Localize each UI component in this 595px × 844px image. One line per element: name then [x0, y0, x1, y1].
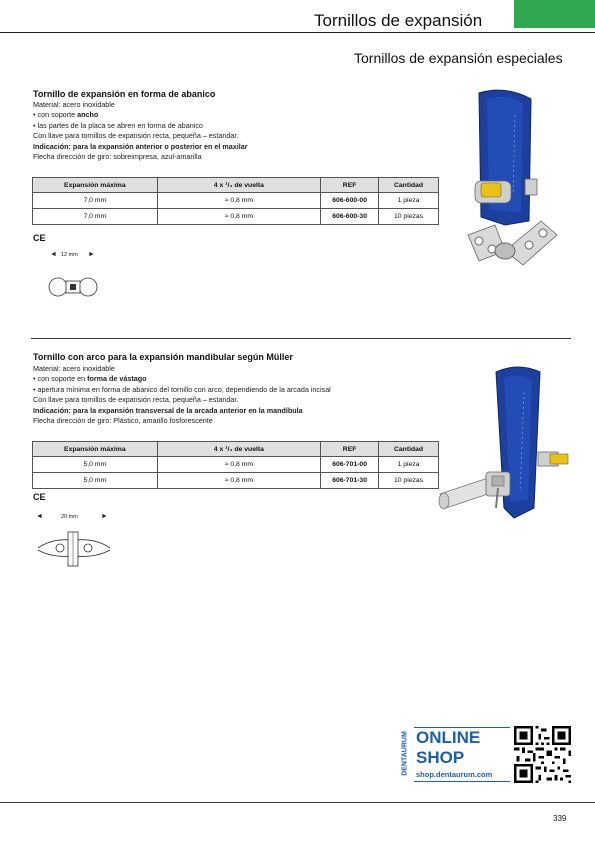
- footer-rule: [0, 802, 595, 803]
- cell-quantity: 1 pieza: [379, 457, 439, 473]
- section1-screw-drawing: [48, 276, 98, 298]
- cell-quantity: 1 pieza: [379, 193, 439, 209]
- section1-product-image: [465, 85, 560, 270]
- cell-turns: ≈ 0,8 mm: [157, 209, 320, 225]
- desc-line: • con soporte ancho: [33, 110, 99, 120]
- desc-line: • las partes de la placa se abren en forma de abanico: [33, 120, 203, 130]
- cell-expansion: 7,0 mm: [33, 193, 158, 209]
- desc-line: Indicación: para la expansión anterior o posterior en el maxilar: [33, 141, 248, 151]
- cell-turns: ≈ 0,8 mm: [157, 473, 320, 489]
- dimension-arrow-left-icon: ◄: [50, 251, 57, 258]
- qr-code-icon[interactable]: [514, 726, 571, 783]
- section2-title: Tornillo con arco para la expansión mandibular según Müller: [33, 352, 293, 362]
- table-header-row: [33, 178, 439, 193]
- section1-title: Tornillo de expansión en forma de abanico: [33, 89, 216, 99]
- table-row: [33, 473, 439, 489]
- cell-quantity: 10 piezas: [379, 473, 439, 489]
- section1-spec-table: [32, 177, 439, 225]
- desc-line: Flecha dirección de giro: sobreimpresa, azul-amarilla: [33, 152, 202, 162]
- table-header-row: [33, 442, 439, 457]
- col-header-expansion: Expansión máxima: [33, 178, 158, 193]
- cell-turns: ≈ 0,8 mm: [157, 457, 320, 473]
- col-header-expansion: Expansión máxima: [33, 442, 158, 457]
- section1-dimension-label: 12 mm: [61, 252, 78, 258]
- section-divider: [31, 338, 571, 339]
- dimension-arrow-left-icon: ◄: [36, 513, 43, 520]
- table-row: [33, 193, 439, 209]
- desc-line: Flecha dirección de giro: Plástico, amarillo fosforescente: [33, 416, 213, 426]
- cell-ref: 606-600-30: [321, 209, 379, 225]
- col-header-quantity: Cantidad: [379, 442, 439, 457]
- cell-expansion: 5,0 mm: [33, 457, 158, 473]
- online-shop-line2[interactable]: SHOP: [416, 748, 465, 767]
- page-number: 339: [553, 814, 567, 823]
- section2-spec-table: [32, 441, 439, 489]
- header-rule: [0, 32, 595, 33]
- desc-line: Material: acero inoxidable: [33, 100, 115, 109]
- cell-ref: 606-600-00: [321, 193, 379, 209]
- page-header-title: Tornillos de expansión: [314, 11, 483, 30]
- desc-line: Material: acero inoxidable: [33, 364, 115, 373]
- cell-turns: ≈ 0,8 mm: [157, 193, 320, 209]
- desc-line: • con soporte en forma de vástago: [33, 374, 147, 384]
- cell-expansion: 5,0 mm: [33, 473, 158, 489]
- col-header-ref: REF: [321, 442, 379, 457]
- table-row: [33, 457, 439, 473]
- desc-line: Con llave para tornillos de expansión recta, pequeña – estandar.: [33, 131, 239, 141]
- section1-description: [33, 100, 248, 162]
- desc-line: Con llave para tornillos de expansión recta, pequeña – estandar.: [33, 395, 239, 405]
- desc-line: Indicación: para la expansión transversal de la arcada anterior en la mandíbula: [33, 405, 303, 415]
- section2-product-image: [438, 362, 578, 522]
- col-header-turns: 4 x ¹/₄ de vuelta: [157, 442, 320, 457]
- green-section-tab: [514, 0, 595, 28]
- cell-ref: 606-701-30: [321, 473, 379, 489]
- col-header-ref: REF: [321, 178, 379, 193]
- shop-url-link[interactable]: shop.dentaurum.com: [416, 770, 493, 779]
- cell-quantity: 10 piezas: [379, 209, 439, 225]
- online-shop-line1[interactable]: ONLINE: [416, 728, 481, 747]
- section2-screw-drawing: [34, 530, 114, 568]
- col-header-turns: 4 x ¹/₄ de vuelta: [157, 178, 320, 193]
- cell-expansion: 7,0 mm: [33, 209, 158, 225]
- brand-vertical-label: DENTAURUM: [401, 731, 409, 776]
- ce-mark: CE: [33, 492, 46, 502]
- shop-bottom-rule: [414, 781, 510, 782]
- ce-mark: CE: [33, 233, 46, 243]
- desc-line: • apertura mínima en forma de abanico del tornillo con arco, dependiendo de la arcada incisal: [33, 384, 331, 394]
- dimension-arrow-right-icon: ►: [88, 251, 95, 258]
- page-subtitle: Tornillos de expansión especiales: [354, 50, 563, 66]
- col-header-quantity: Cantidad: [379, 178, 439, 193]
- section2-dimension-label: 20 mm: [61, 514, 78, 520]
- cell-ref: 606-701-00: [321, 457, 379, 473]
- section2-description: [33, 364, 331, 426]
- table-row: [33, 209, 439, 225]
- dimension-arrow-right-icon: ►: [101, 513, 108, 520]
